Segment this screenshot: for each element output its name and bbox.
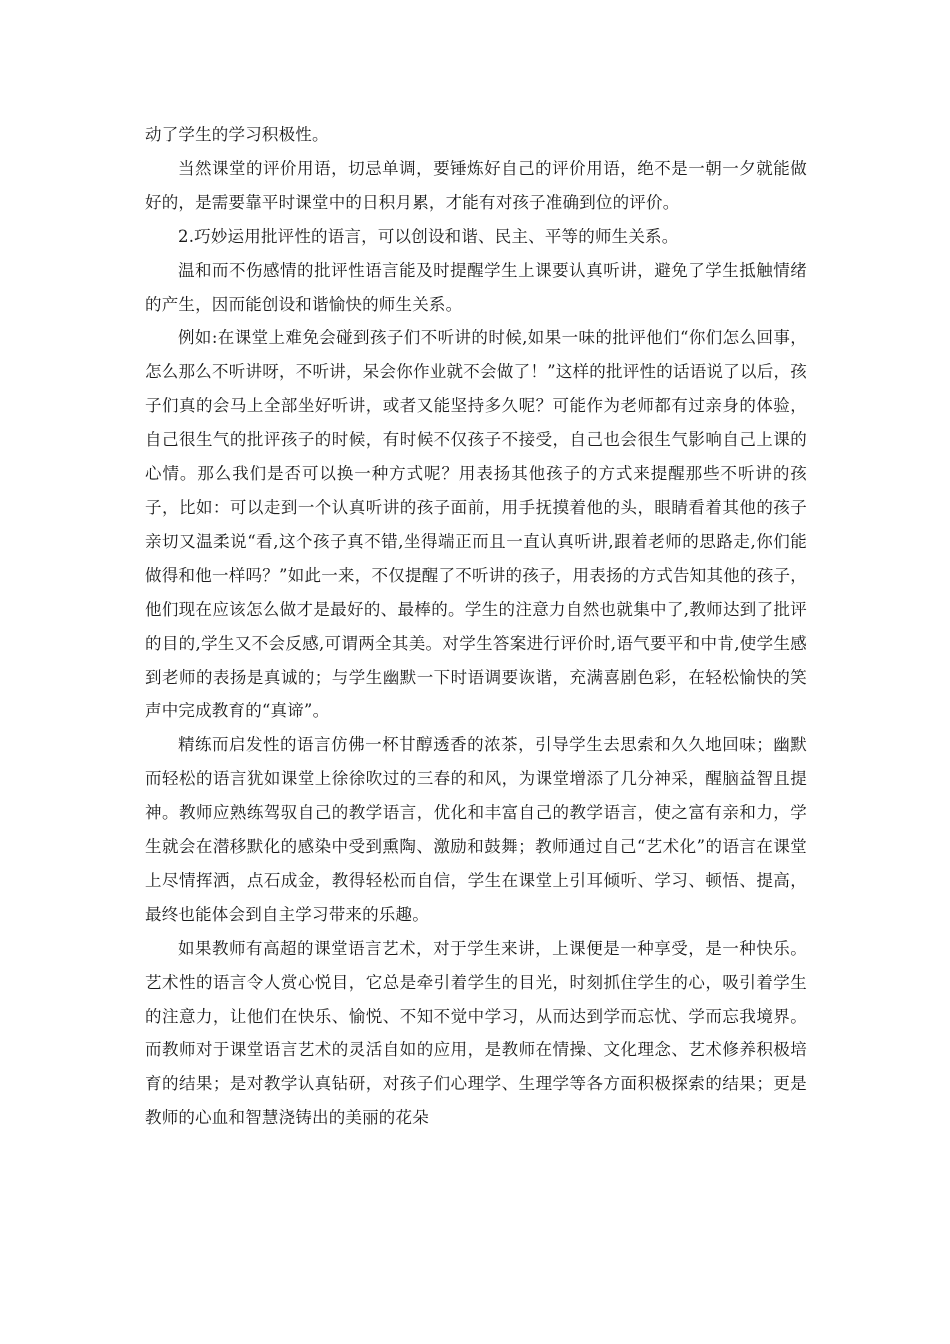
paragraph-gentle-criticism: 温和而不伤感情的批评性语言能及时提醒学生上课要认真听讲，避免了学生抵触情绪的产生，因而能创设和谐愉快的师生关系。	[145, 260, 807, 314]
paragraph-example: 例如:在课堂上难免会碰到孩子们不听讲的时候,如果一味的批评他们“你们怎么回事，怎么那么不听讲呀，不听讲，呆会你作业就不会做了！”这样的批评性的话语说了以后，孩子们真的会马上全部坐好听讲，或者又能坚持多久呢？可能作为老师都有过亲身的体验，自己很生气的批评孩子的时候，有时候不仅孩子不接受，自己也会很生气影响自己上课的心情。那么我们是否可以换一种方式呢？用表扬其他孩子的方式来提醒那些不听讲的孩子，比如：可以走到一个认真听讲的孩子面前，用手抚摸着他的头，眼睛看着其他的孩子亲切又温柔说“看,这个孩子真不错,坐得端正而且一直认真听讲,跟着老师的思路走,你们能做得和他一样吗？”如此一来，不仅提醒了不听讲的孩子，用表扬的方式告知其他的孩子，他们现在应该怎么做才是最好的、最棒的。学生的注意力自然也就集中了,教师达到了批评的目的,学生又不会反感,可谓两全其美。对学生答案进行评价时,语气要平和中肯,使学生感到老师的表扬是真诚的；与学生幽默一下时语调要诙谐，充满喜剧色彩，在轻松愉快的笑声中完成教育的“真谛”。	[145, 328, 807, 721]
paragraph-evaluation-language: 当然课堂的评价用语，切忌单调，要锤炼好自己的评价用语，绝不是一朝一夕就能做好的，是需要靠平时课堂中的日积月累，才能有对孩子准确到位的评价。	[145, 158, 807, 212]
paragraph-continuation: 动了学生的学习积极性。	[145, 125, 329, 144]
paragraph-section-heading-2: 2.巧妙运用批评性的语言，可以创设和谐、民主、平等的师生关系。	[178, 226, 679, 246]
paragraph-refined-language: 精练而启发性的语言仿佛一杯甘醇透香的浓茶，引导学生去思索和久久地回味；幽默而轻松的语言犹如课堂上徐徐吹过的三春的和风，为课堂增添了几分神采，醒脑益智且提神。教师应熟练驾驭自己的教学语言，优化和丰富自己的教学语言，使之富有亲和力，学生就会在潜移默化的感染中受到熏陶、激励和鼓舞；教师通过自己“艺术化”的语言在课堂上尽情挥洒，点石成金，教得轻松而自信，学生在课堂上引耳倾听、学习、顿悟、提高，最终也能体会到自主学习带来的乐趣。	[145, 735, 807, 924]
document-body	[145, 118, 807, 1135]
paragraph-language-art: 如果教师有高超的课堂语言艺术，对于学生来讲，上课便是一种享受，是一种快乐。艺术性的语言令人赏心悦目，它总是牵引着学生的目光，时刻抓住学生的心，吸引着学生的注意力，让他们在快乐、愉悦、不知不觉中学习，从而达到学而忘忧、学而忘我境界。而教师对于课堂语言艺术的灵活自如的应用，是教师在情操、文化理念、艺术修养积极培育的结果；是对教学认真钻研，对孩子们心理学、生理学等各方面积极探索的结果；更是教师的心血和智慧浇铸出的美丽的花朵	[145, 938, 807, 1128]
